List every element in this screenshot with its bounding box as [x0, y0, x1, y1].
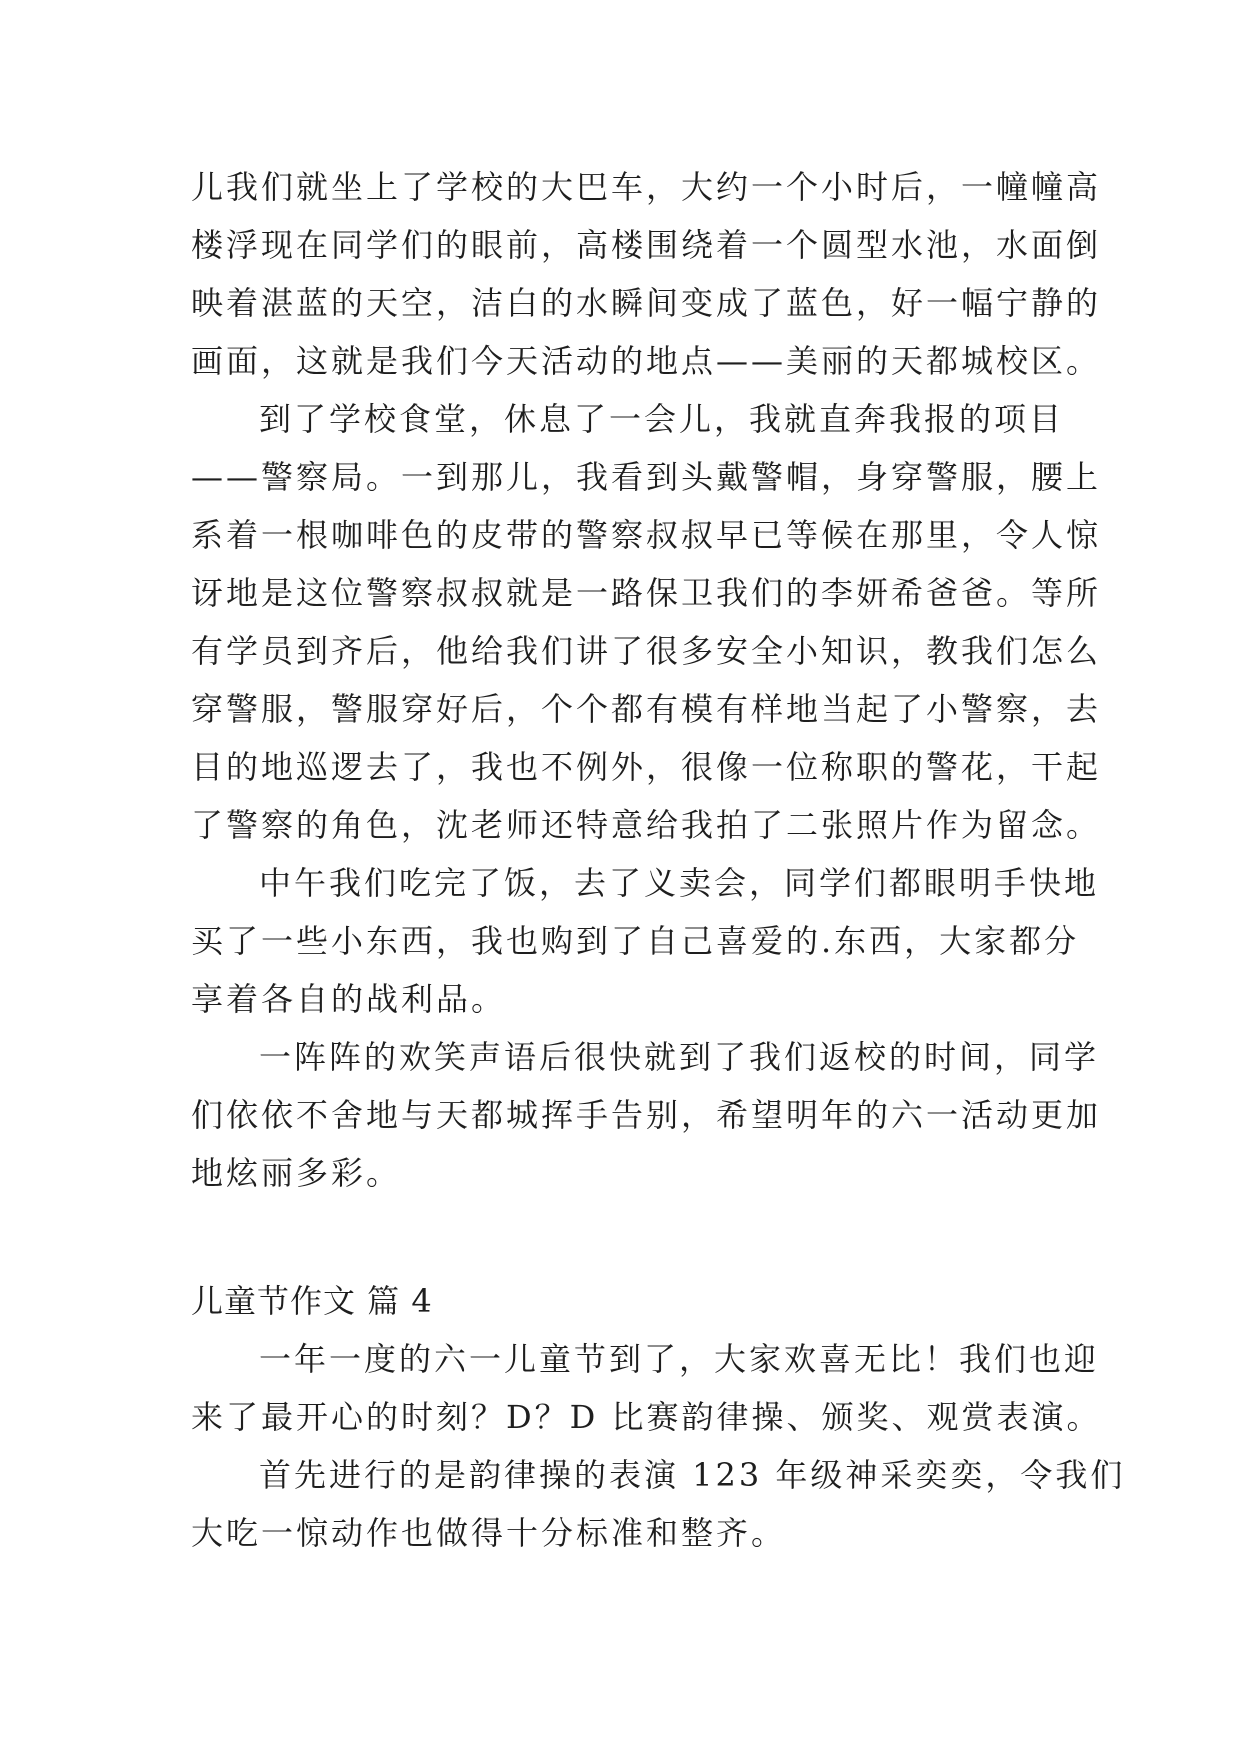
paragraph [191, 158, 1102, 390]
text-line: 大吃一惊动作也做得十分标准和整齐。 [191, 1514, 787, 1552]
text-line: 楼浮现在同学们的眼前，高楼围绕着一个圆型水池，水面倒 [191, 226, 1102, 264]
section-spacer [191, 1202, 1051, 1272]
text-line: 画面，这就是我们今天活动的地点——美丽的天都城校区。 [191, 342, 1102, 380]
text-line: 买了一些小东西，我也购到了自己喜爱的.东西，大家都分 [191, 922, 1080, 960]
text-line: 来了最开心的时刻？D？D 比赛韵律操、颁奖、观赏表演。 [191, 1398, 1102, 1436]
paragraph [191, 854, 1100, 1028]
text-line: 一年一度的六一儿童节到了，大家欢喜无比！我们也迎 [259, 1340, 1100, 1378]
paragraph [191, 1446, 1126, 1562]
text-line: ——警察局。一到那儿，我看到头戴警帽，身穿警服，腰上 [191, 458, 1102, 496]
text-line: 映着湛蓝的天空，洁白的水瞬间变成了蓝色，好一幅宁静的 [191, 284, 1102, 322]
text-line: 穿警服，警服穿好后，个个都有模有样地当起了小警察，去 [191, 690, 1102, 728]
text-line: 们依依不舍地与天都城挥手告别，希望明年的六一活动更加 [191, 1096, 1102, 1134]
text-line: 系着一根咖啡色的皮带的警察叔叔早已等候在那里，令人惊 [191, 516, 1102, 554]
paragraph [191, 1330, 1102, 1446]
text-line: 到了学校食堂，休息了一会儿，我就直奔我报的项目 [259, 400, 1065, 438]
text-line: 讶地是这位警察叔叔就是一路保卫我们的李妍希爸爸。等所 [191, 574, 1102, 612]
paragraph [191, 1028, 1102, 1202]
text-line: 地炫丽多彩。 [191, 1154, 402, 1192]
paragraph [191, 390, 1102, 854]
document-body [191, 158, 1126, 1562]
text-line: 有学员到齐后，他给我们讲了很多安全小知识，教我们怎么 [191, 632, 1102, 670]
text-line: 一阵阵的欢笑声语后很快就到了我们返校的时间，同学 [259, 1038, 1100, 1076]
text-line: 目的地巡逻去了，我也不例外，很像一位称职的警花，干起 [191, 748, 1102, 786]
text-line: 中午我们吃完了饭，去了义卖会，同学们都眼明手快地 [259, 864, 1100, 902]
text-line: 儿我们就坐上了学校的大巴车，大约一个小时后，一幢幢高 [191, 168, 1102, 206]
text-line: 了警察的角色，沈老师还特意给我拍了二张照片作为留念。 [191, 806, 1102, 844]
text-line: 首先进行的是韵律操的表演 123 年级神采奕奕，令我们 [259, 1456, 1126, 1494]
text-line: 享着各自的战利品。 [191, 980, 507, 1018]
section-heading: 儿童节作文 篇 4 [191, 1282, 433, 1320]
